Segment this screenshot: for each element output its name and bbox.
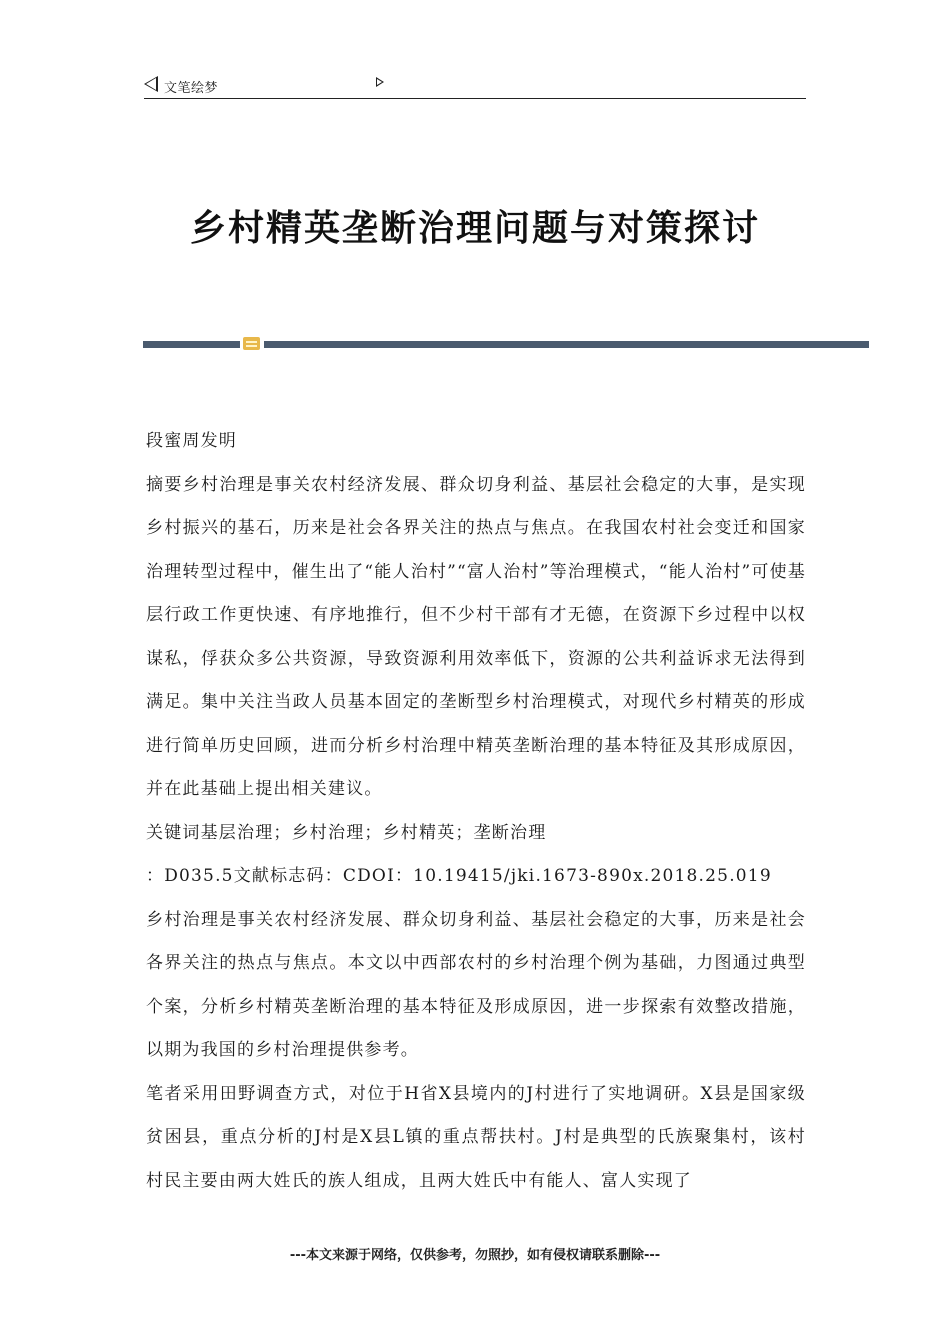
author-line: 段蜜周发明 (146, 431, 237, 451)
classification-line: ：D035.5文献标志码：CDOI：10.19415/jki.1673-890x.2018.25.019 (146, 866, 772, 886)
page-title: 乡村精英垄断治理问题与对策探讨 (189, 207, 760, 249)
header-brand: 文笔绘梦 (164, 81, 219, 96)
fieldwork-paragraph: 笔者采用田野调查方式，对位于H省X县境内的J村进行了实地调研。X县是国家级贫困县，重点分析的J村是X县L镇的重点帮扶村。J村是典型的氏族聚集村，该村村民主要由两大姓氏的族人组成，且两大姓氏中有能人、富人实现了 (146, 1083, 806, 1191)
triangle-left-icon (144, 76, 158, 92)
page-footer: ---本文来源于网络，仅供参考，勿照抄，如有侵权请联系删除--- (289, 1248, 661, 1263)
document-icon (243, 337, 260, 350)
article-body (146, 420, 806, 1203)
triangle-right-icon (376, 77, 384, 87)
divider-bar-right (264, 341, 869, 348)
divider-bar-left (143, 341, 240, 348)
page-header (144, 74, 806, 99)
keywords-line: 关键词基层治理；乡村治理；乡村精英；垄断治理 (146, 822, 547, 843)
intro-paragraph: 乡村治理是事关农村经济发展、群众切身利益、基层社会稳定的大事，历来是社会各界关注的热点与焦点。本文以中西部农村的乡村治理个例为基础，力图通过典型个案，分析乡村精英垄断治理的基本特征及形成原因，进一步探索有效整改措施，以期为我国的乡村治理提供参考。 (146, 909, 806, 1060)
abstract-paragraph: 摘要乡村治理是事关农村经济发展、群众切身利益、基层社会稳定的大事，是实现乡村振兴的基石，历来是社会各界关注的热点与焦点。在我国农村社会变迁和国家治理转型过程中，催生出了“能人治村”“富人治村”等治理模式，“能人治村”可使基层行政工作更快速、有序地推行，但不少村干部有才无德，在资源下乡过程中以权谋私，俘获众多公共资源，导致资源利用效率低下，资源的公共利益诉求无法得到满足。集中关注当政人员基本固定的垄断型乡村治理模式，对现代乡村精英的形成进行简单历史回顾，进而分析乡村治理中精英垄断治理的基本特征及其形成原因，并在此基础上提出相关建议。 (146, 474, 806, 799)
